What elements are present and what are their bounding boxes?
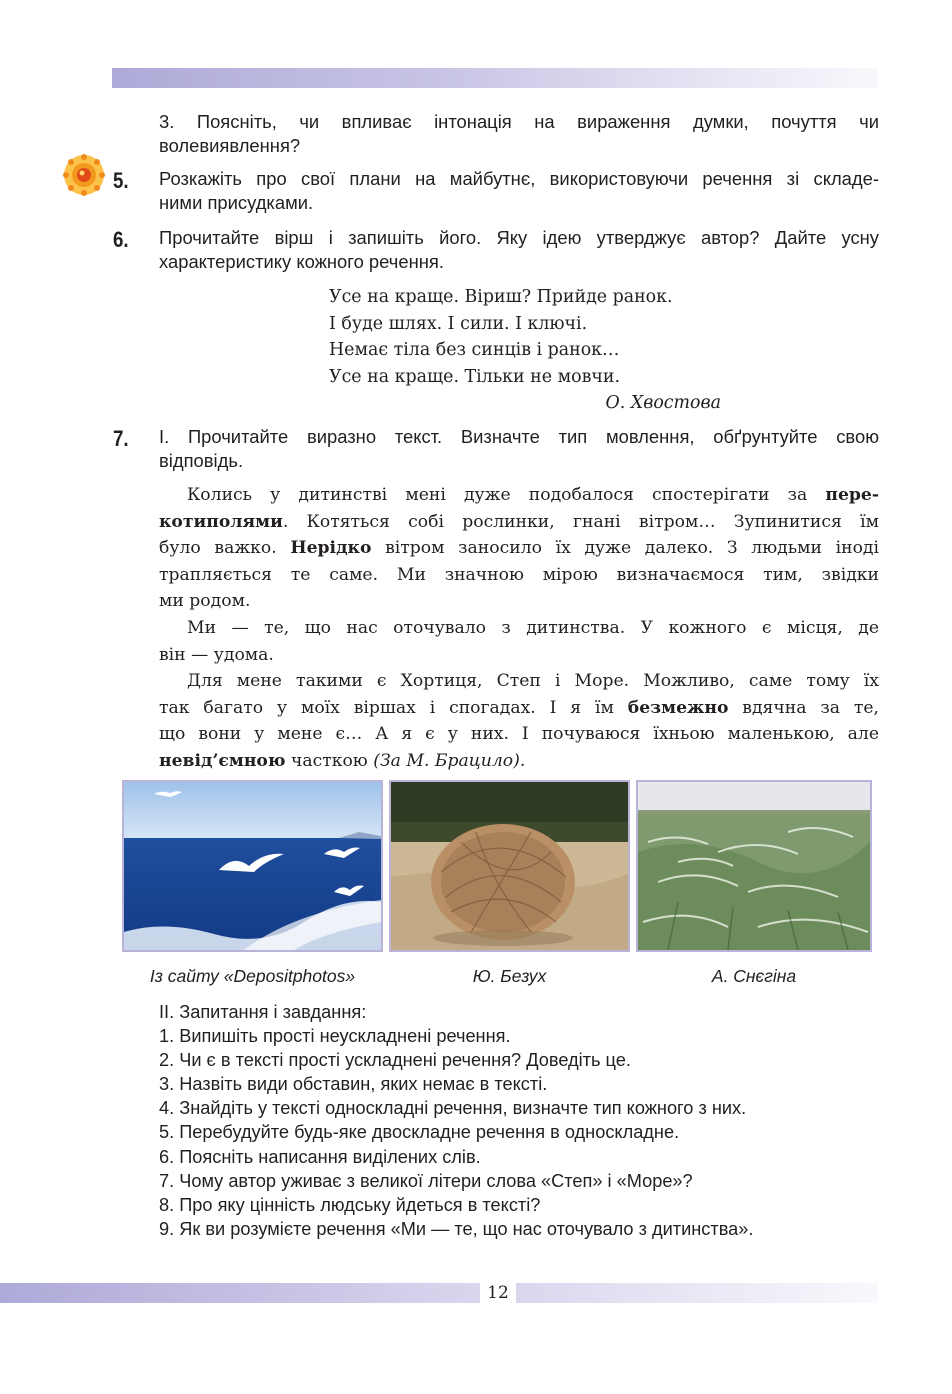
question-item: 5. Перебудуйте будь-яке двоскладне речення в односкладне. <box>159 1122 680 1143</box>
poem-line: Немає тіла без синців і ранок… <box>329 340 620 360</box>
question-item: 8. Про яку цінність людську йдеться в тексті? <box>159 1194 541 1215</box>
bottom-decor-band <box>0 1283 480 1303</box>
task6-number: 6. <box>113 227 129 252</box>
paragraph-3: Для мене такими є Хортиця, Степ і Море. Можливо, саме тому їх так багато у моїх віршах і спогадах. І я їм безмежно вдячна за те, що вони у мене є… А я є у них. І почуваюся їхньою маленькою, але невід’ємною часткою (За М. Брацило). <box>159 671 879 771</box>
bold-word: котиполями <box>159 511 283 532</box>
questions-list <box>159 1000 879 1241</box>
questions-heading: ІІ. Запитання і завдання: <box>159 1002 367 1022</box>
page-number: 12 <box>487 1283 509 1303</box>
question-item: 1. Випишіть прості неускладнені речення. <box>159 1026 511 1047</box>
bottom-decor-band <box>516 1283 878 1303</box>
task5-text: Розкажіть про свої плани на майбутнє, використовуючи речення зі складе- ними присудками. <box>159 168 879 213</box>
photo-caption: А. Снєгіна <box>711 966 797 986</box>
photo-caption: Із сайту «Depositphotos» <box>149 966 356 986</box>
question-item: 7. Чому автор уживає з великої літери слова «Степ» і «Море»? <box>159 1170 693 1191</box>
sun-icon <box>62 153 106 197</box>
task6-text: Прочитайте вірш і запишіть його. Яку ідею утверджує автор? Дайте усну характеристику кожного речення. <box>159 227 879 272</box>
photo-tumbleweed <box>389 780 630 952</box>
question-item: 3. Назвіть види обставин, яких немає в тексті. <box>159 1074 548 1095</box>
paragraph-1: Колись у дитинстві мені дуже подобалося спостерігати за пере- котиполями. Котяться собі рослинки, гнані вітром… Зупинитися їм було важко. Нерідко вітром заносило їх дуже далеко. З людьми іноді трапляється те саме. Ми значною мірою визначаємося тим, звідки ми родом. <box>159 485 879 612</box>
photo-caption: Ю. Безух <box>472 966 547 986</box>
poem-author: О. Хвостова <box>605 393 721 413</box>
bold-word: невід’ємною <box>159 750 286 771</box>
task3-text: 3. Поясніть, чи впливає інтонація на вираження думки, почуття чи волевиявлення? <box>159 111 879 156</box>
task7-text: І. Прочитайте виразно текст. Визначте тип мовлення, обґрунтуйте свою відповідь. <box>159 426 879 471</box>
task7-number: 7. <box>113 426 129 451</box>
poem-line: Усе на краще. Тільки не мовчи. <box>329 366 620 387</box>
poem <box>329 284 729 417</box>
poem-line: І буде шлях. І сили. І ключі. <box>329 313 588 334</box>
question-item: 2. Чи є в тексті прості ускладнені речення? Доведіть це. <box>159 1050 631 1071</box>
task5-number: 5. <box>113 168 129 193</box>
photo-sea <box>122 780 383 952</box>
question-item: 4. Знайдіть у тексті односкладні речення, визначте тип кожного з них. <box>159 1098 747 1119</box>
photo-steppe <box>636 780 872 952</box>
prose-text <box>159 482 879 775</box>
source-attribution: (За М. Брацило). <box>373 750 526 771</box>
paragraph-2: Ми — те, що нас оточувало з дитинства. У кожного є місця, де він — удома. <box>159 617 879 665</box>
poem-line: Усе на краще. Віриш? Прийде ранок. <box>329 287 673 307</box>
bold-word: безмежно <box>627 697 729 718</box>
bold-word: пере- <box>825 485 879 505</box>
top-decor-band <box>112 68 878 88</box>
question-item: 6. Поясніть написання виділених слів. <box>159 1146 481 1167</box>
question-item: 9. Як ви розумієте речення «Ми — те, що нас оточувало з дитинства». <box>159 1218 754 1239</box>
bold-word: Нерідко <box>290 538 372 559</box>
